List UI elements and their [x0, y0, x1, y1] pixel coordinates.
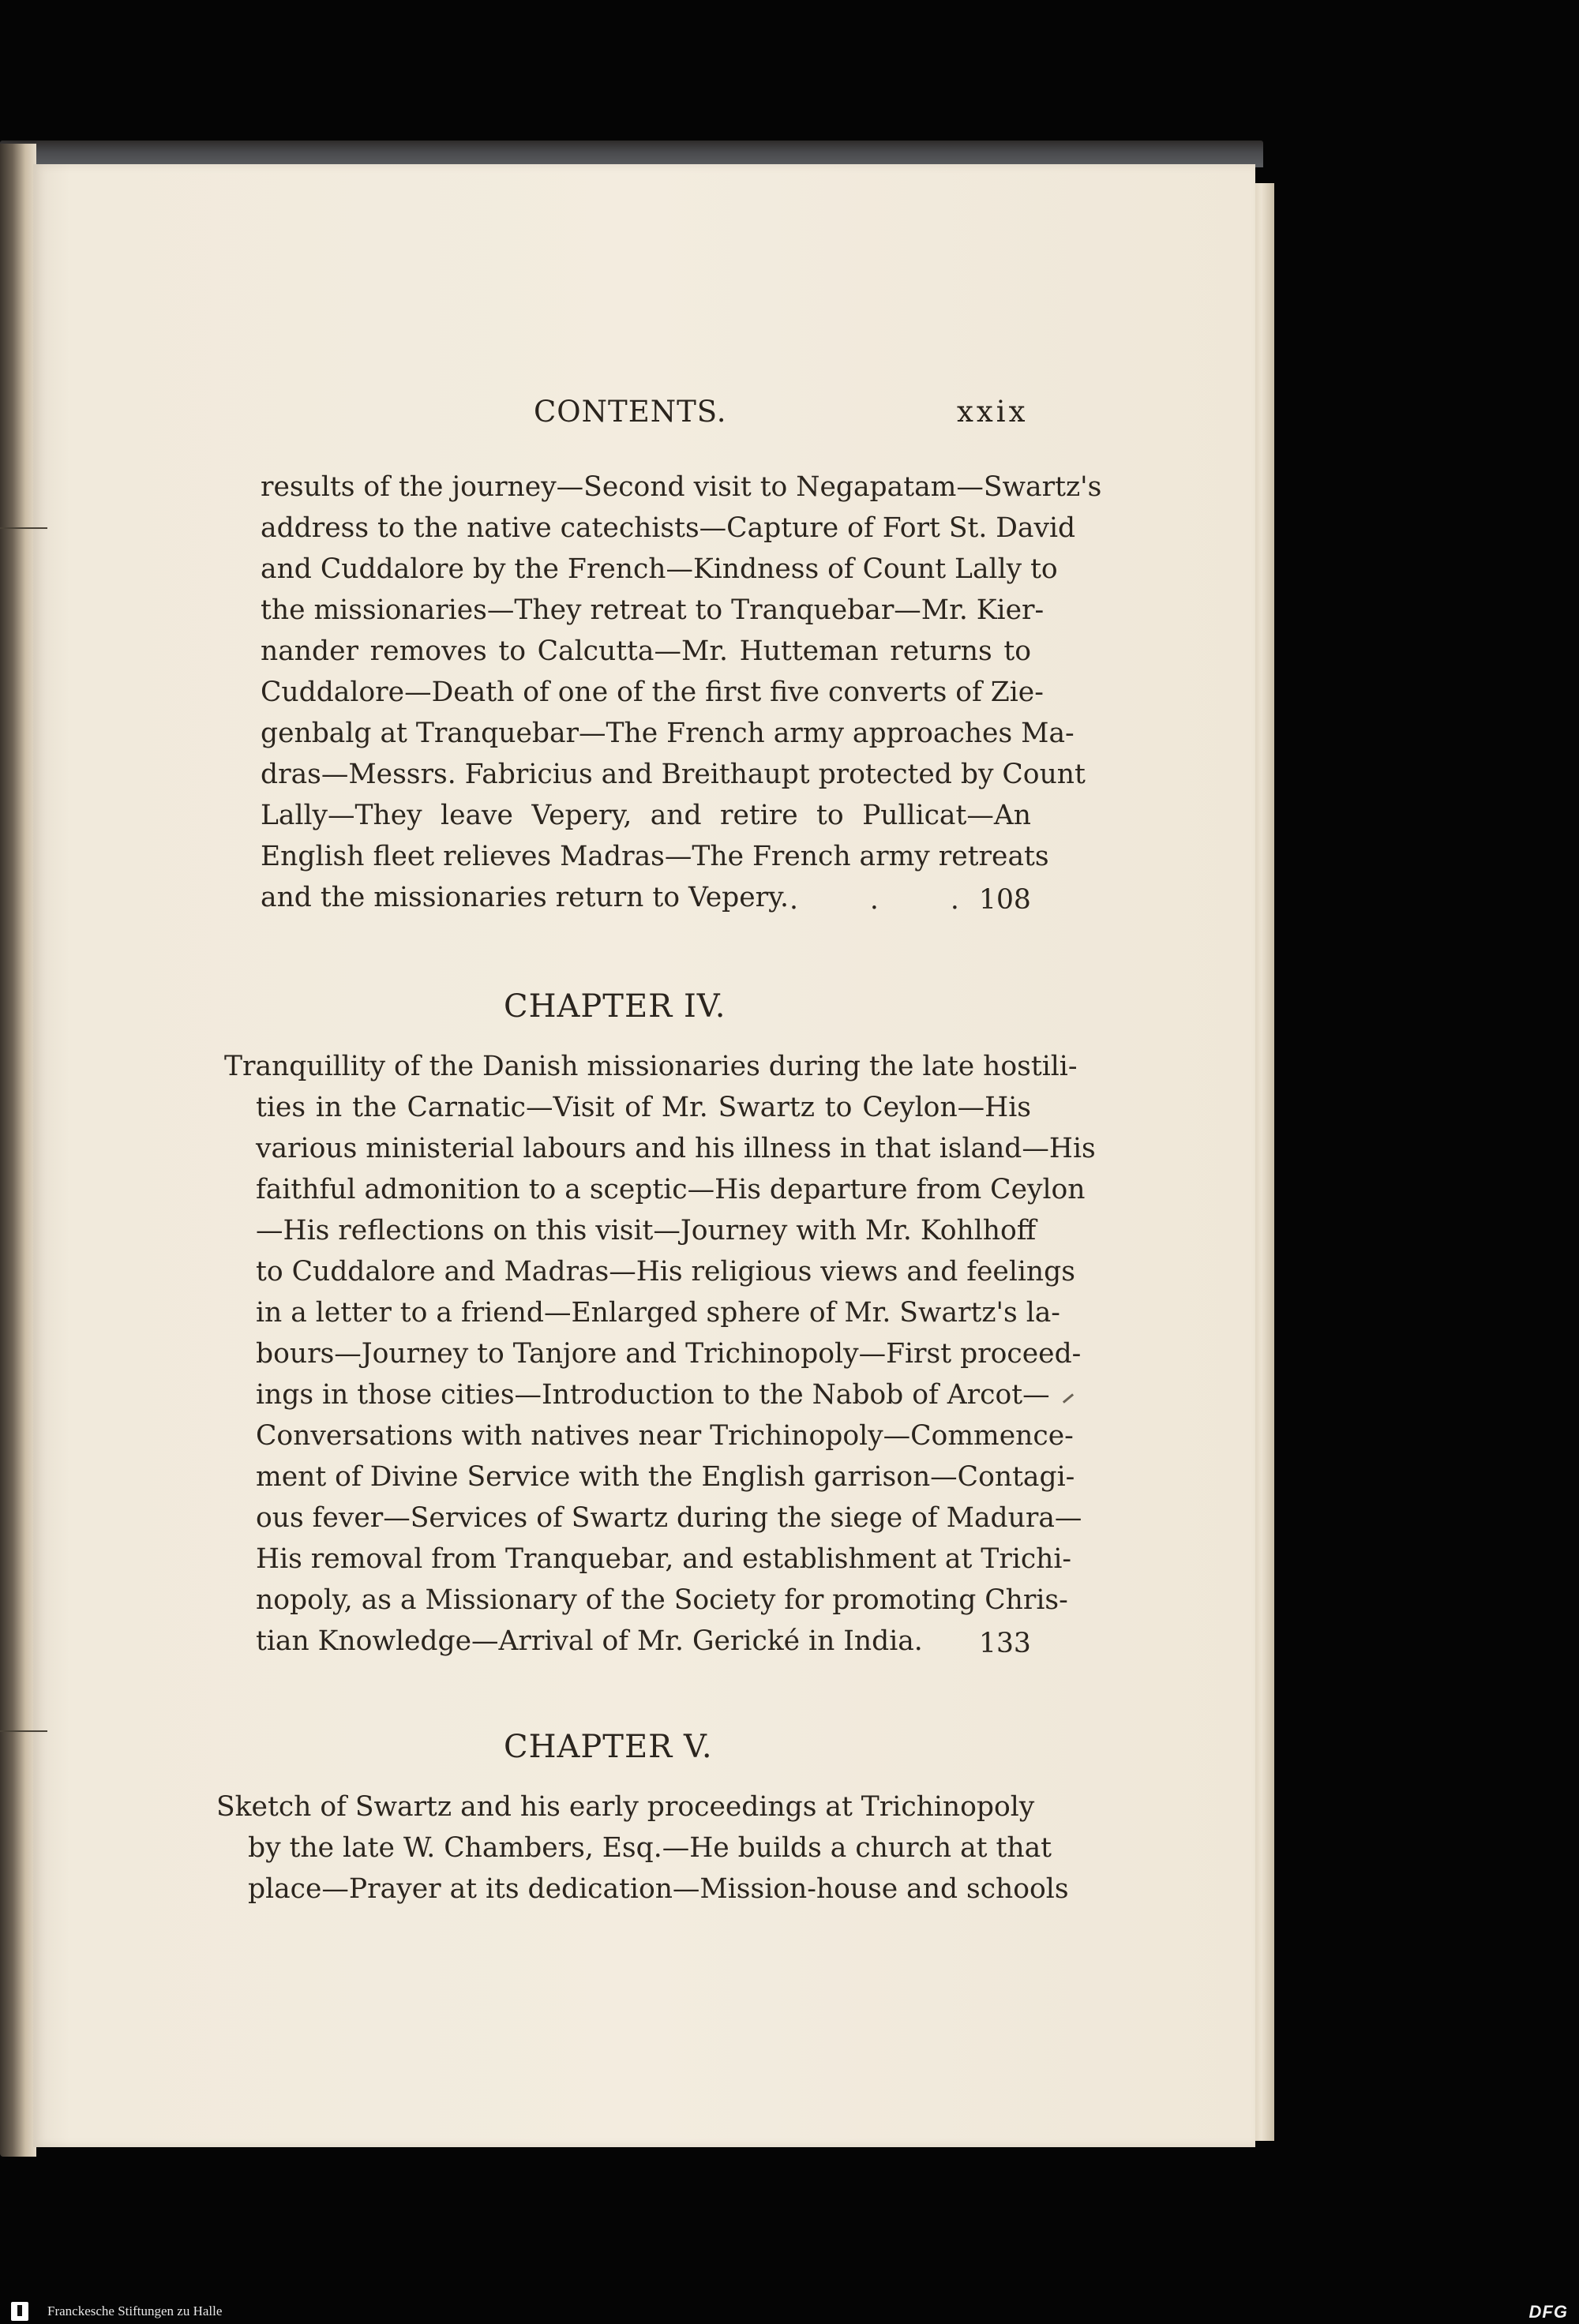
margin-tick: [0, 1730, 47, 1732]
chapter-heading: CHAPTER IV.: [504, 988, 726, 1025]
viewer-footer: [0, 2299, 1579, 2324]
page-number: xxix: [957, 395, 1029, 429]
text-line: tian Knowledge—Arrival of Mr. Gerické in India.: [256, 1625, 923, 1657]
chapter-heading: CHAPTER V.: [504, 1729, 713, 1765]
text-line: ings in those cities—Introduction to the Nabob of Arcot—: [256, 1379, 1050, 1411]
text-line: dras—Messrs. Fabricius and Breithaupt protected by Count: [261, 759, 1086, 790]
text-line: Sketch of Swartz and his early proceedings at Trichinopoly: [216, 1791, 1035, 1823]
text-line: and the missionaries return to Vepery.: [261, 882, 789, 913]
running-head: [0, 395, 1579, 434]
text-line: His removal from Tranquebar, and establishment at Trichi-: [256, 1543, 1072, 1575]
text-line: —His reflections on this visit—Journey with Mr. Kohlhoff: [256, 1215, 1037, 1246]
text-line: ties in the Carnatic—Visit of Mr. Swartz to Ceylon—His: [256, 1092, 1031, 1123]
text-line: results of the journey—Second visit to Negapatam—Swartz's: [261, 471, 1102, 503]
text-line: various ministerial labours and his illness in that island—His: [256, 1133, 1096, 1164]
text-line: genbalg at Tranquebar—The French army approaches Ma-: [261, 718, 1075, 749]
text-line: Lally—They leave Vepery, and retire to Pullicat—An: [261, 800, 1031, 831]
text-line: nopoly, as a Missionary of the Society for promoting Chris-: [256, 1584, 1068, 1616]
institution-logo-icon: [11, 2302, 28, 2321]
text-line: bours—Journey to Tanjore and Trichinopoly—First proceed-: [256, 1338, 1082, 1370]
text-line: faithful admonition to a sceptic—His departure from Ceylon: [256, 1174, 1086, 1205]
text-line: Conversations with natives near Trichinopoly—Commence-: [256, 1420, 1074, 1452]
dot-leader: . . .: [790, 884, 991, 916]
page-reference: 108: [979, 884, 1031, 916]
text-line: by the late W. Chambers, Esq.—He builds a church at that: [248, 1832, 1052, 1864]
text-line: ment of Divine Service with the English garrison—Contagi-: [256, 1461, 1075, 1493]
text-line: address to the native catechists—Capture of Fort St. David: [261, 512, 1076, 544]
margin-tick: [0, 527, 47, 529]
dfg-logo: DFG: [1528, 2302, 1568, 2322]
running-head-title: CONTENTS.: [534, 395, 727, 429]
text-line: and Cuddalore by the French—Kindness of Count Lally to: [261, 553, 1058, 585]
institution-label: Franckesche Stiftungen zu Halle: [47, 2303, 223, 2318]
text-line: place—Prayer at its dedication—Mission-house and schools: [248, 1873, 1069, 1905]
page-reference: 133: [979, 1628, 1031, 1659]
text-line: to Cuddalore and Madras—His religious views and feelings: [256, 1256, 1075, 1288]
text-line: English fleet relieves Madras—The French army retreats: [261, 841, 1049, 872]
text-line: Tranquillity of the Danish missionaries during the late hostili-: [224, 1051, 1078, 1082]
text-line: ous fever—Services of Swartz during the siege of Madura—: [256, 1502, 1082, 1534]
text-line: the missionaries—They retreat to Tranquebar—Mr. Kier-: [261, 594, 1045, 626]
text-line: in a letter to a friend—Enlarged sphere of Mr. Swartz's la-: [256, 1297, 1060, 1329]
text-line: nander removes to Calcutta—Mr. Hutteman returns to: [261, 635, 1031, 667]
book-spine-top: [0, 141, 1263, 167]
text-line: Cuddalore—Death of one of the first five converts of Zie-: [261, 677, 1044, 708]
book-left-edge: [0, 144, 36, 2157]
